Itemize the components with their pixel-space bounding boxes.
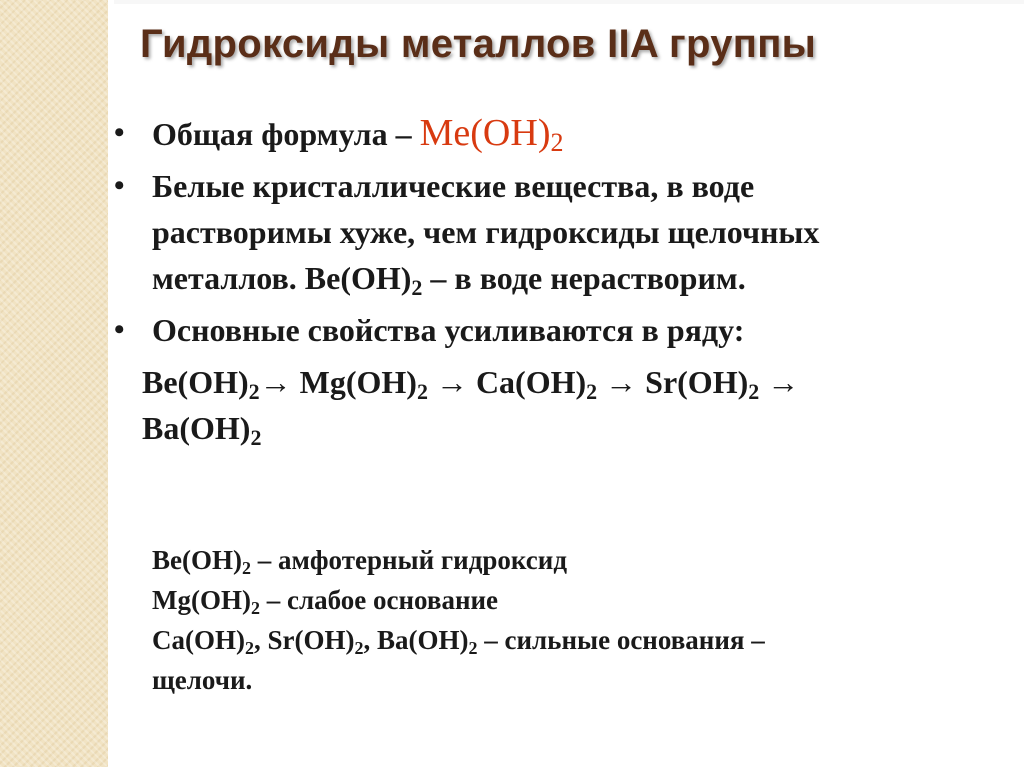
- bullet-basic-properties: [112, 307, 1002, 353]
- white-crystals-line-1: Белые кристаллические вещества, в воде: [152, 168, 755, 204]
- note-magnesium: $Mg(OH)_2$ – слабое основание: [152, 585, 499, 618]
- slide-top-edge: [0, 0, 1024, 4]
- bullet-general-formula: [112, 110, 1002, 157]
- general-formula-label: Общая формула –: [152, 116, 420, 152]
- bullet-marker: •: [114, 116, 125, 149]
- note-strong-bases: $Ca(OH)_2$, $Sr(OH)_2$, $Ba(OH)_2$ – сильные основания –: [152, 625, 765, 658]
- decorative-side-strip: [0, 0, 108, 767]
- note-alkali: щелочи.: [152, 665, 253, 695]
- white-crystals-line-3: металлов. $Be(OH)_2$ – в воде нерастворим.: [152, 260, 746, 300]
- hydroxide-series: [112, 359, 1002, 451]
- note-beryllium: $Be(OH)_2$ – амфотерный гидроксид: [152, 545, 567, 578]
- hydroxide-notes: [152, 540, 972, 700]
- bullet-marker: •: [114, 169, 125, 202]
- basic-properties-text: Основные свойства усиливаются в ряду:: [152, 312, 745, 348]
- bullet-white-crystals: [112, 163, 1002, 301]
- slide-title: Гидроксиды металлов IIA группы: [140, 22, 817, 66]
- series-line-2: $Ba(OH)_2$: [142, 410, 262, 450]
- series-line-1: $Be(OH)_2\to Mg(OH)_2 \to Ca(OH)_2 \to Sr(OH)_2$ →: [142, 364, 800, 404]
- bullet-marker: •: [114, 313, 125, 346]
- white-crystals-line-2: растворимы хуже, чем гидроксиды щелочных: [152, 214, 820, 250]
- general-formula: $Me(OH)_2$: [419, 112, 564, 157]
- bullet-list: [112, 110, 1002, 451]
